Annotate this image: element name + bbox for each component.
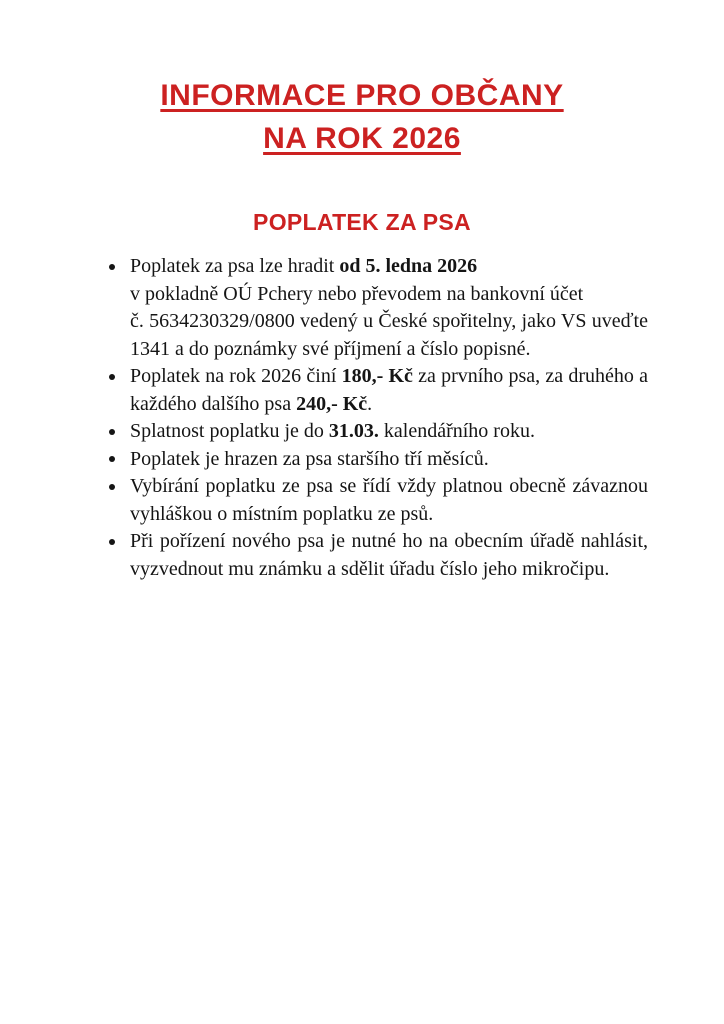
bullet-marker (109, 429, 115, 435)
list-item (130, 528, 648, 583)
list-item (130, 253, 648, 363)
bullet-text: Poplatek za psa lze hradit od 5. ledna 2026 v pokladně OÚ Pchery nebo převodem na bankovní účet č. 5634230329/0800 vedený u České spořitelny, jako VS uveďte 1341 a do poznámky své příjmení a číslo popisné. (130, 255, 648, 360)
bullet-text: Poplatek je hrazen za psa staršího tří měsíců. (130, 447, 489, 470)
list-item (130, 363, 648, 418)
bullet-text: Poplatek na rok 2026 činí 180,- Kč za prvního psa, za druhého a každého dalšího psa 240,- Kč. (130, 365, 648, 415)
document-title (0, 74, 724, 160)
document-title-line2: NA ROK 2026 (263, 122, 461, 155)
list-item (130, 473, 648, 528)
bullet-list (130, 253, 648, 583)
bullet-marker (109, 374, 115, 380)
list-item (130, 418, 648, 446)
list-item (130, 446, 648, 474)
bullet-text: Při pořízení nového psa je nutné ho na obecním úřadě nahlásit, vyzvednout mu známku a sdělit úřadu číslo jeho mikročipu. (130, 530, 648, 580)
bullet-text: Splatnost poplatku je do 31.03. kalendářního roku. (130, 420, 535, 442)
bullet-marker (109, 484, 115, 490)
bullet-marker (109, 456, 115, 462)
bullet-marker (109, 539, 115, 545)
bullet-marker (109, 264, 115, 270)
section-title: POPLATEK ZA PSA (253, 209, 471, 235)
document-title-line1: INFORMACE PRO OBČANY (160, 79, 564, 112)
bullet-text: Vybírání poplatku ze psa se řídí vždy platnou obecně závaznou vyhláškou o místním poplatku ze psů. (130, 475, 648, 525)
